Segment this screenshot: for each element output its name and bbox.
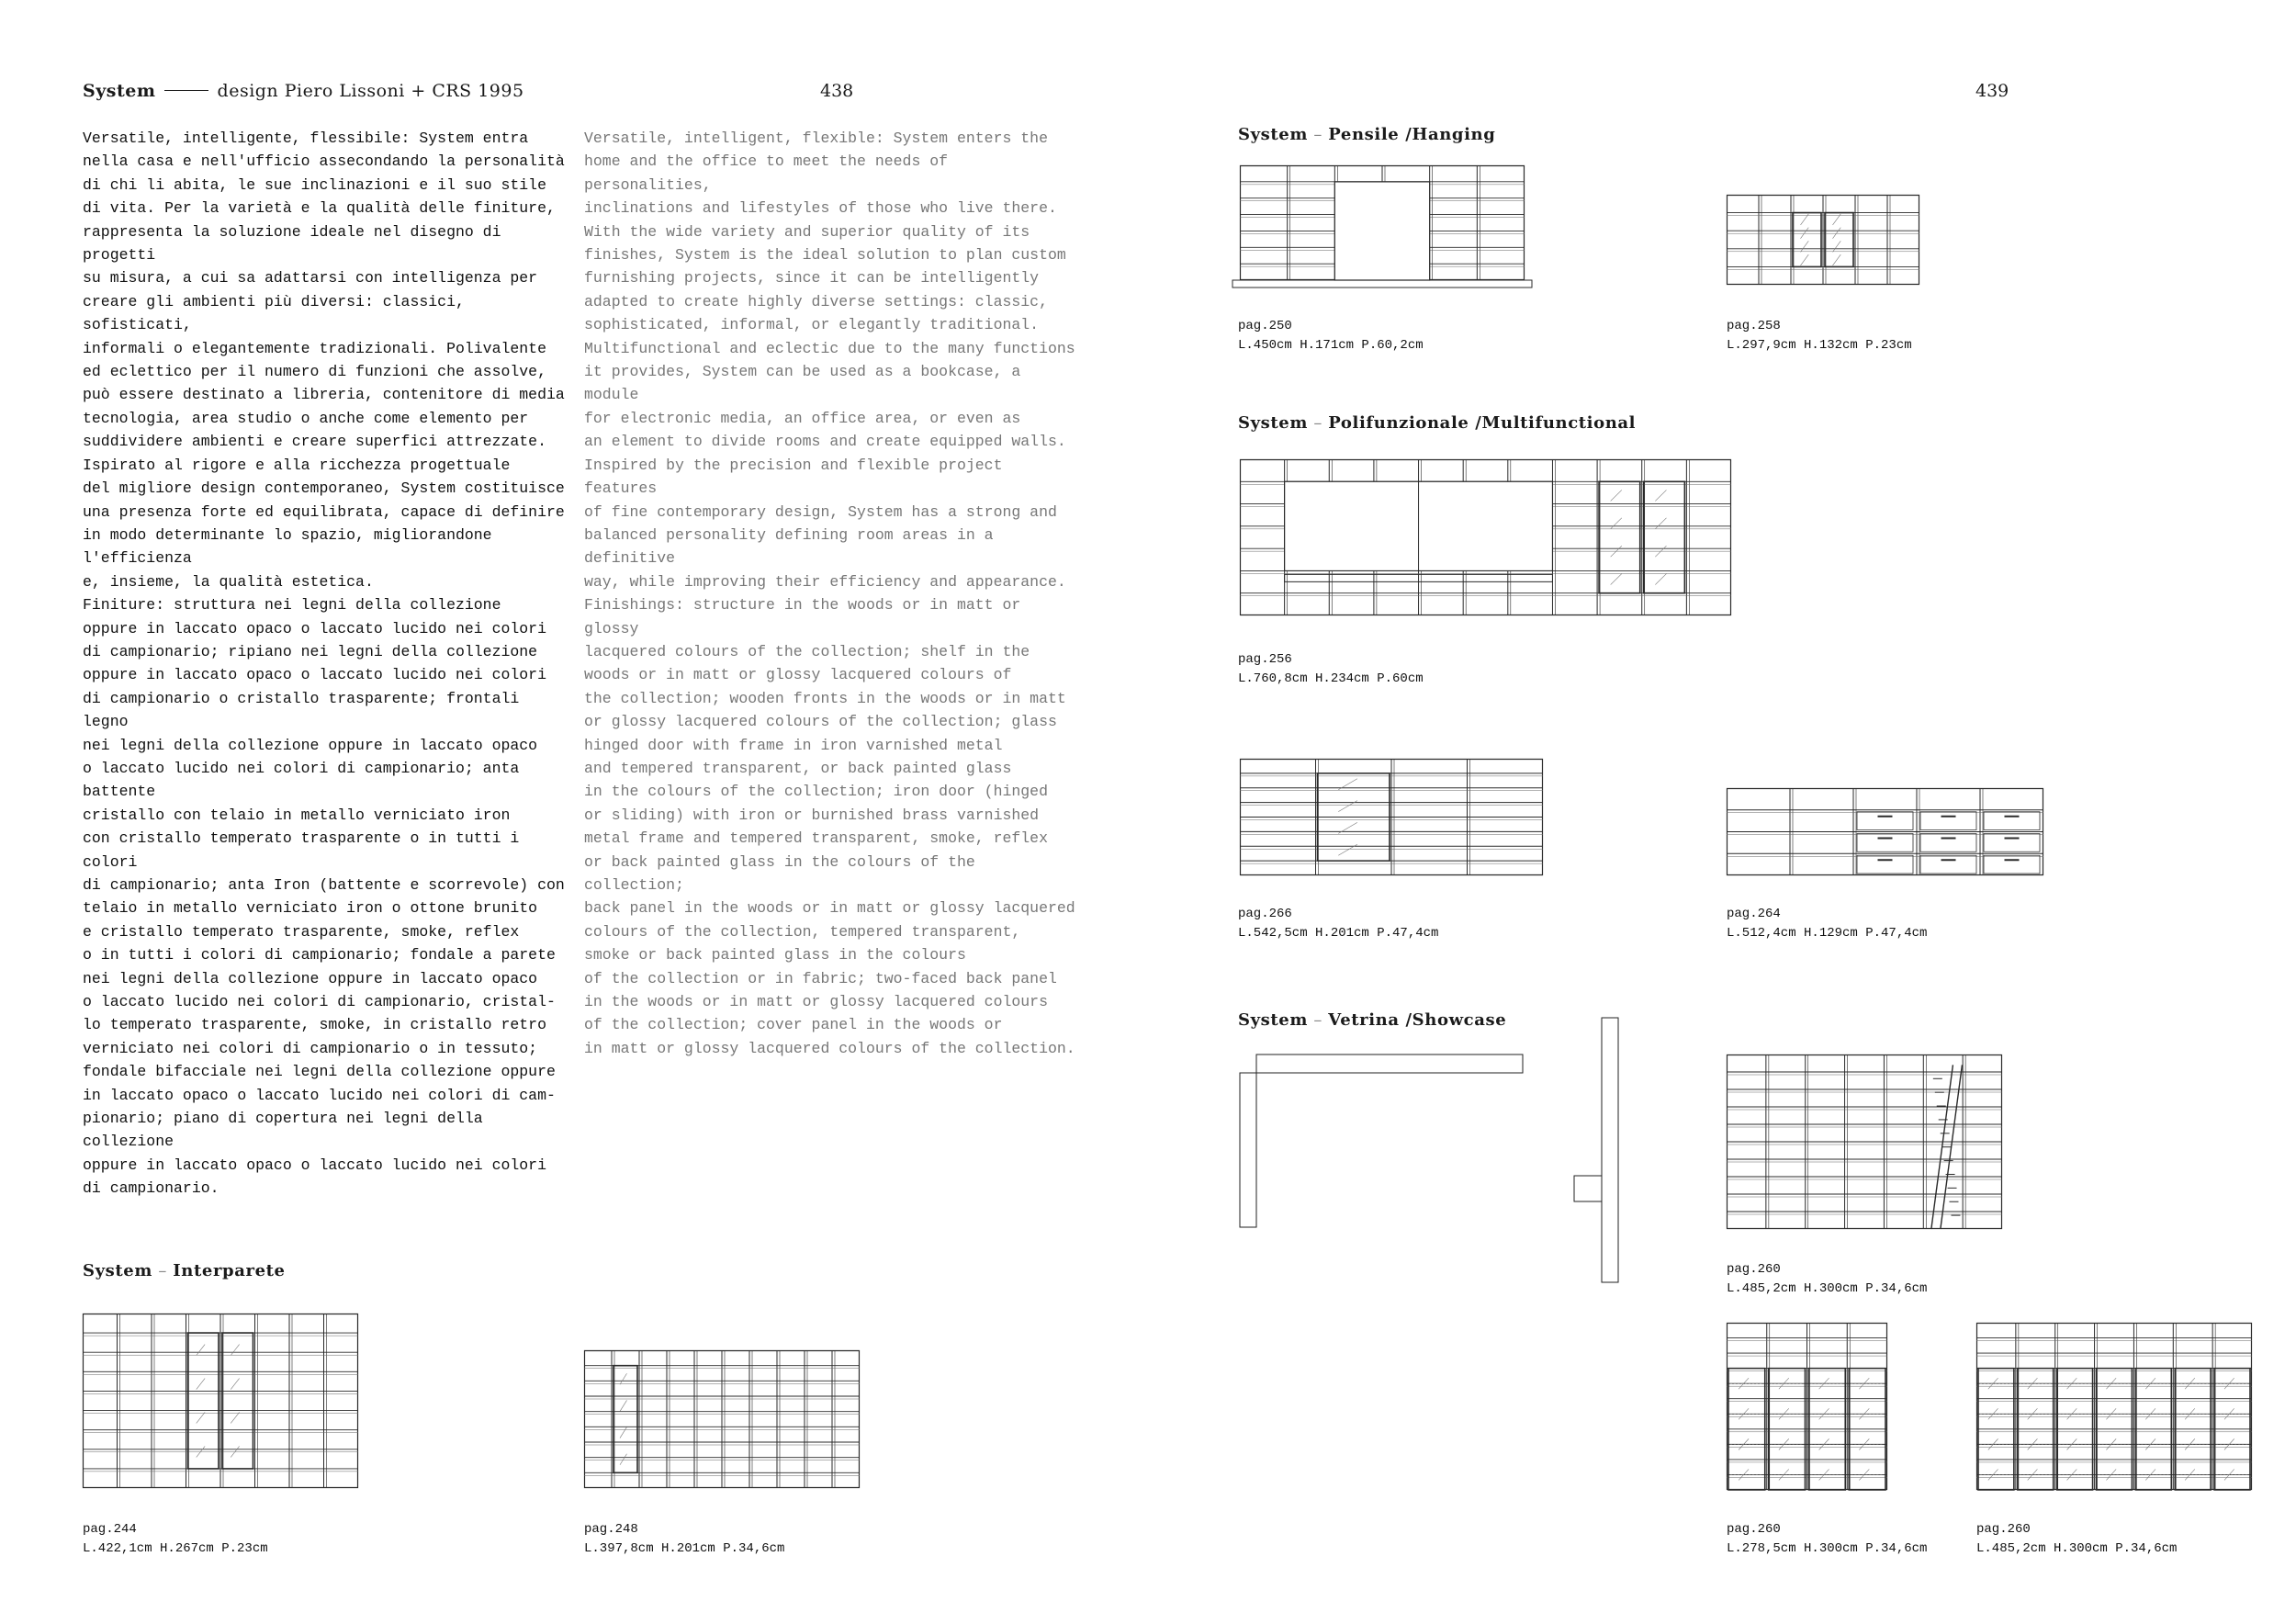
- drawing-pag260-b: [1727, 1323, 1887, 1490]
- drawing-pag248: [584, 1350, 860, 1488]
- drawing-showcase-side: [1570, 1018, 1626, 1284]
- page-number-left: 438: [820, 81, 854, 101]
- section-title-showcase: System – Vetrina /Showcase: [1238, 1010, 1507, 1030]
- drawing-showcase-plan: [1240, 1054, 1525, 1229]
- caption-pag264: pag.264 L.512,4cm H.129cm P.47,4cm: [1727, 907, 1928, 941]
- drawing-pag260-c: [1976, 1323, 2252, 1490]
- caption-pag248: pag.248 L.397,8cm H.201cm P.34,6cm: [584, 1522, 785, 1556]
- body-text-italian: Versatile, intelligente, flessibile: System entra nella casa e nell'ufficio assecondando la personalità di chi li abita, le sue inclinazioni e il suo stile di vita. Per la varietà e la qualità delle finiture, rappresenta la soluzione ideale nel disegno di progetti su misura, a cui sa adattarsi con intelligenza per creare gli ambienti più diversi: classici, sofisticati, informali o elegantemente tradizionali. Polivalente ed eclettico per il numero di funzioni che assolve, può essere destinato a libreria, contenitore di media tecnologia, area studio o anche come elemento per suddividere ambienti e creare superfici attrezzate. Ispirato al rigore e alla ricchezza progettuale del migliore design contemporaneo, System costituisce una presenza forte ed equilibrata, capace di definire in modo determinante lo spazio, migliorandone l'efficienza e, insieme, la qualità estetica. Finiture: struttura nei legni della collezione oppure in laccato opaco o laccato lucido nei colori di campionario; ripiano nei legni della collezione oppure in laccato opaco o laccato lucido nei colori di campionario o cristallo trasparente; frontali legno nei legni della collezione oppure in laccato opaco o laccato lucido nei colori di campionario; anta battente cristallo con telaio in metallo verniciato iron con cristallo temperato trasparente o in tutti i colori di campionario; anta Iron (battente e scorrevole) con telaio in metallo verniciato iron o ottone brunito e cristallo temperato trasparente, smoke, reflex o in tutti i colori di campionario; fondale a parete nei legni della collezione oppure in laccato opaco o laccato lucido nei colori di campionario, cristal- lo temperato trasparente, smoke, in cristallo retro verniciato nei colori di campionario o in tessuto; fondale bifacciale nei legni della collezione oppure in laccato opaco o laccato lucido nei colori di cam- pionario; piano di copertura nei legni della collezione oppure in laccato opaco o laccato lucido nei colori di campionario.: [83, 130, 565, 1198]
- caption-pag250: pag.250 L.450cm H.171cm P.60,2cm: [1238, 319, 1424, 353]
- drawing-pag266: [1240, 759, 1543, 875]
- section-title-multifunctional: System – Polifunzionale /Multifunctional: [1238, 413, 1637, 433]
- header-design: design Piero Lissoni + CRS 1995: [217, 81, 524, 101]
- drawing-pag264: [1727, 788, 2043, 875]
- drawing-pag250: [1240, 165, 1525, 289]
- caption-pag266: pag.266 L.542,5cm H.201cm P.47,4cm: [1238, 907, 1439, 941]
- body-text-english: Versatile, intelligent, flexible: System enters the home and the office to meet the needs of personalities, inclinations and lifestyles of those who live there. With the wide variety and superior quality of its finishes, System is the ideal solution to plan custom furnishing projects, since it can be intelligently adapted to create highly diverse settings: classic, sophisticated, informal, or elegantly traditional. Multifunctional and eclectic due to the many functions it provides, System can be used as a bookcase, a module for electronic media, an office area, or even as an element to divide rooms and create equipped walls. Inspired by the precision and flexible project features of fine contemporary design, System has a strong and balanced personality defining room areas in a definitive way, while improving their efficiency and appearance. Finishings: structure in the woods or in matt or glossy lacquered colours of the collection; shelf in the woods or in matt or glossy lacquered colours of the collection; wooden fronts in the woods or in matt or glossy lacquered colours of the collection; glass hinged door with frame in iron varnished metal and tempered transparent, or back painted glass in the colours of the collection; iron door (hinged or sliding) with iron or burnished brass varnished metal frame and tempered transparent, smoke, reflex or back painted glass in the colours of the collection; back panel in the woods or in matt or glossy lacquered colours of the collection, tempered transparent, smoke or back painted glass in the colours of the collection or in fabric; two-faced back panel in the woods or in matt or glossy lacquered colours of the collection; cover panel in the woods or in matt or glossy lacquered colours of the collection.: [584, 130, 1075, 1057]
- header-system: System: [83, 81, 156, 101]
- drawing-pag256: [1240, 459, 1731, 615]
- section-title-interparete: System – Interparete: [83, 1261, 286, 1280]
- caption-pag260-c: pag.260 L.485,2cm H.300cm P.34,6cm: [1976, 1522, 2178, 1556]
- caption-pag258: pag.258 L.297,9cm H.132cm P.23cm: [1727, 319, 1912, 353]
- caption-pag260-b: pag.260 L.278,5cm H.300cm P.34,6cm: [1727, 1522, 1928, 1556]
- drawing-pag260-ladder: [1727, 1054, 2002, 1229]
- section-title-hanging: System – Pensile /Hanging: [1238, 125, 1496, 144]
- caption-pag260-a: pag.260 L.485,2cm H.300cm P.34,6cm: [1727, 1262, 1928, 1296]
- header-rule: [164, 90, 208, 91]
- running-header: [83, 81, 524, 101]
- caption-pag244: pag.244 L.422,1cm H.267cm P.23cm: [83, 1522, 268, 1556]
- page-number-right: 439: [1975, 81, 2009, 101]
- drawing-pag258: [1727, 195, 1919, 285]
- caption-pag256: pag.256 L.760,8cm H.234cm P.60cm: [1238, 652, 1424, 686]
- drawing-pag244: [83, 1314, 358, 1488]
